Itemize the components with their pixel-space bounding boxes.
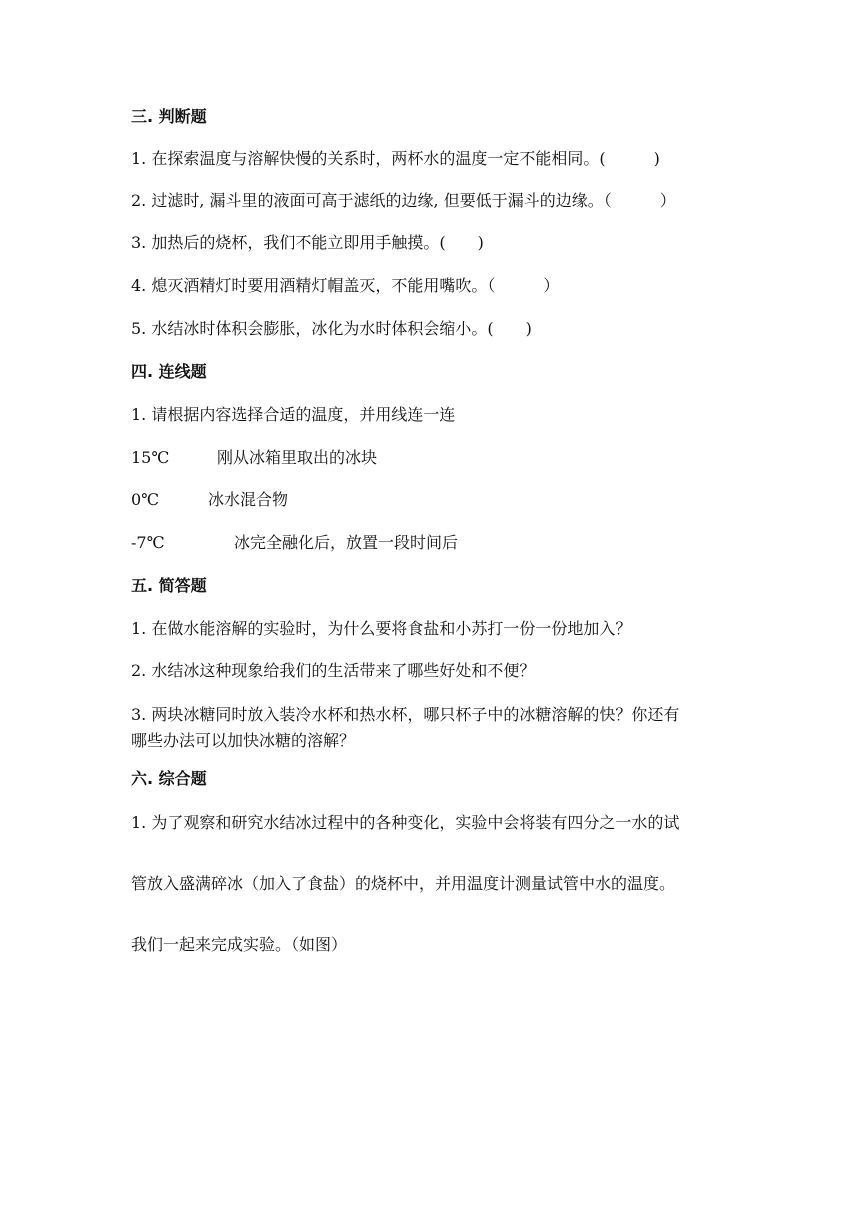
matching-prompt: 1. 请根据内容选择合适的温度，并用线连一连	[131, 405, 456, 424]
short-answer-item-2: 2. 水结冰这种现象给我们的生活带来了哪些好处和不便？	[131, 661, 536, 680]
section-6-title: 六. 综合题	[131, 769, 207, 788]
short-answer-item-1: 1. 在做水能溶解的实验时，为什么要将食盐和小苏打一份一份地加入？	[131, 619, 632, 638]
comprehensive-line-2: 管放入盛满碎冰（加入了食盐）的烧杯中，并用温度计测量试管中水的温度。	[131, 874, 676, 893]
matching-row	[131, 448, 377, 468]
section-5-title: 五. 简答题	[131, 576, 207, 595]
temperature-label: -7℃	[131, 533, 165, 552]
judgment-item-1: 1. 在探索温度与溶解快慢的关系时，两杯水的温度一定不能相同。( )	[131, 149, 660, 168]
matching-description: 冰水混合物	[208, 490, 289, 509]
temperature-label: 0℃	[131, 490, 160, 509]
judgment-item-5: 5. 水结冰时体积会膨胀，冰化为水时体积会缩小。( )	[131, 319, 532, 338]
comprehensive-line-3: 我们一起来完成实验。（如图）	[131, 935, 348, 954]
comprehensive-line-1: 1. 为了观察和研究水结冰过程中的各种变化，实验中会将装有四分之一水的试	[131, 813, 680, 832]
matching-row	[131, 533, 458, 553]
section-4-title: 四. 连线题	[131, 362, 207, 381]
temperature-label: 15℃	[131, 448, 170, 467]
matching-description: 冰完全融化后，放置一段时间后	[234, 533, 459, 552]
short-answer-item-3-continued: 哪些办法可以加快冰糖的溶解？	[131, 731, 356, 750]
section-3-title: 三. 判断题	[131, 107, 207, 126]
judgment-item-4: 4. 熄灭酒精灯时要用酒精灯帽盖灭，不能用嘴吹。（ ）	[131, 276, 560, 295]
matching-row	[131, 490, 288, 510]
matching-description: 刚从冰箱里取出的冰块	[217, 448, 378, 467]
judgment-item-3: 3. 加热后的烧杯，我们不能立即用手触摸。( )	[131, 233, 484, 252]
short-answer-item-3: 3. 两块冰糖同时放入装冷水杯和热水杯，哪只杯子中的冰糖溶解的快？你还有	[131, 705, 680, 724]
judgment-item-2: 2. 过滤时, 漏斗里的液面可高于滤纸的边缘, 但要低于漏斗的边缘。（ ）	[131, 191, 676, 210]
